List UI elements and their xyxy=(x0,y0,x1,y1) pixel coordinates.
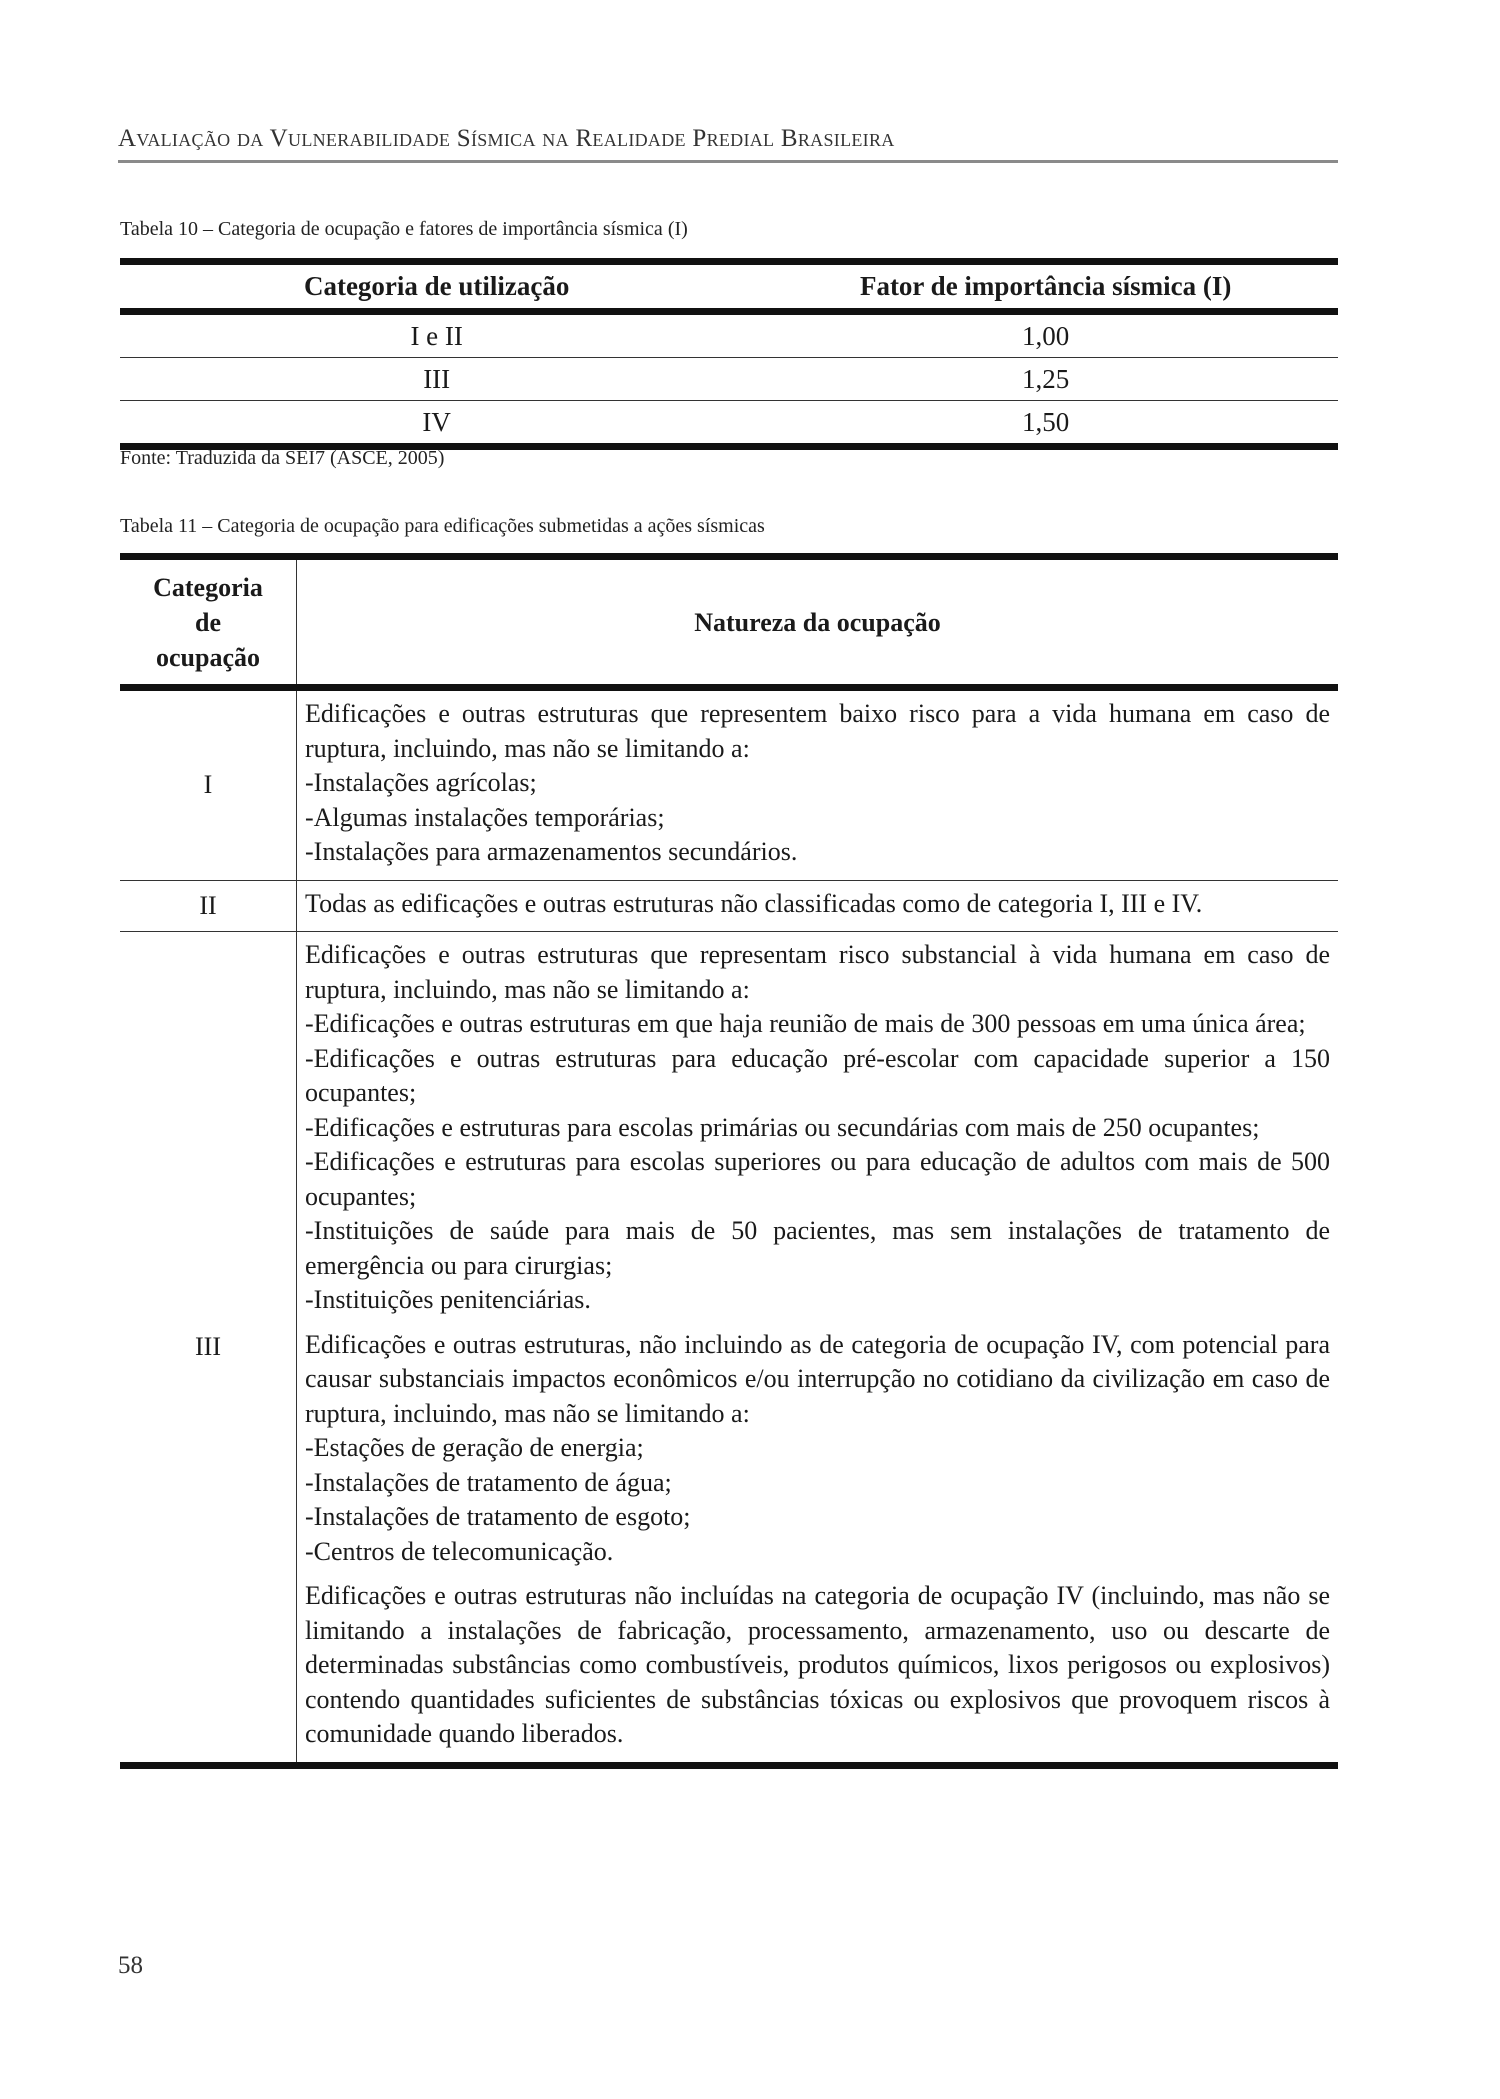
list-item: -Instalações para armazenamentos secundários. xyxy=(305,837,798,866)
list-item: -Edificações e estruturas para escolas superiores ou para educação de adultos com mais de 500 ocupantes; xyxy=(305,1147,1330,1211)
occupation-category: III xyxy=(120,932,297,1766)
occupation-nature xyxy=(297,932,1339,1766)
nature-paragraph xyxy=(305,697,1330,870)
paragraph-intro: Edificações e outras estruturas, não incluindo as de categoria de ocupação IV, com potencial para causar substanciais impactos econômicos e/ou interrupção no cotidiano da civilização em caso de ruptura, incluindo, mas não se limitando a: xyxy=(305,1329,1330,1428)
table10-caption: Tabela 10 – Categoria de ocupação e fatores de importância sísmica (I) xyxy=(120,218,688,240)
list-item: -Instalações agrícolas; xyxy=(305,768,537,797)
table11-header-nature: Natureza da ocupação xyxy=(297,557,1339,688)
header-line: Categoria xyxy=(153,572,263,602)
table10-header-category: Categoria de utilização xyxy=(120,262,753,312)
table10-source: Fonte: Traduzida da SEI7 (ASCE, 2005) xyxy=(120,447,445,469)
table10-cell-factor: 1,50 xyxy=(1022,406,1070,437)
running-head: Avaliação da Vulnerabilidade Sísmica na Realidade Predial Brasileira xyxy=(118,125,895,152)
list-item: -Centros de telecomunicação. xyxy=(305,1536,614,1566)
table-row xyxy=(120,358,1338,401)
table11-header-row xyxy=(120,557,1338,688)
list-item: -Estações de geração de energia; xyxy=(305,1433,644,1462)
paragraph-intro: Edificações e outras estruturas que representem baixo risco para a vida humana em caso de ruptura, incluindo, mas não se limitando a: xyxy=(305,699,1330,763)
list-item: -Instalações de tratamento de água; xyxy=(305,1467,672,1497)
paragraph-intro: Edificações e outras estruturas não incluídas na categoria de ocupação IV (incluindo, mas não se limitando a instalações de fabricação, processamento, armazenamento, uso ou descarte de determinadas substâncias como combustíveis, produtos químicos, lixos perigosos ou explosivos) contendo quantidades suficientes de substâncias tóxicas ou explosivos que provoquem riscos à comunidade quando liberados. xyxy=(305,1581,1330,1748)
table-row xyxy=(120,688,1338,881)
nature-paragraph xyxy=(305,938,1330,1318)
paragraph-intro: Edificações e outras estruturas que representam risco substancial à vida humana em caso de ruptura, incluindo, mas não se limitando a: xyxy=(305,940,1330,1004)
table11-body xyxy=(120,688,1338,1766)
table10-cell-category: III xyxy=(120,358,753,401)
table11-caption: Tabela 11 – Categoria de ocupação para edificações submetidas a ações sísmicas xyxy=(120,515,765,537)
table11-header-category xyxy=(120,557,297,688)
list-item: -Instalações de tratamento de esgoto; xyxy=(305,1502,691,1531)
list-item: -Instituições de saúde para mais de 50 pacientes, mas sem instalações de tratamento de emergência ou para cirurgias; xyxy=(305,1216,1330,1280)
table-row xyxy=(120,880,1338,932)
table10-cell-category: I e II xyxy=(120,312,753,358)
list-item: -Edificações e outras estruturas para educação pré-escolar com capacidade superior a 150 ocupantes; xyxy=(305,1043,1330,1107)
table10-header-row xyxy=(120,262,1338,312)
header-line: ocupação xyxy=(156,642,260,672)
table10-cell-factor: 1,25 xyxy=(753,358,1338,401)
nature-paragraph xyxy=(305,1579,1330,1752)
table10 xyxy=(120,258,1338,450)
table-row xyxy=(120,932,1338,1766)
table11 xyxy=(120,553,1338,1769)
list-item: -Edificações e outras estruturas em que haja reunião de mais de 300 pessoas em uma única área; xyxy=(305,1009,1306,1038)
list-item: -Instituições penitenciárias. xyxy=(305,1285,591,1314)
table-row xyxy=(120,312,1338,358)
occupation-nature xyxy=(297,880,1339,932)
list-item: -Edificações e estruturas para escolas primárias ou secundárias com mais de 250 ocupantes; xyxy=(305,1112,1260,1142)
table10-header-factor: Fator de importância sísmica (I) xyxy=(753,262,1338,312)
paragraph-intro: Todas as edificações e outras estruturas não classificadas como de categoria I, III e IV. xyxy=(305,888,1203,918)
list-item: -Algumas instalações temporárias; xyxy=(305,802,665,832)
header-rule xyxy=(118,160,1338,163)
nature-paragraph xyxy=(305,887,1330,922)
table-row xyxy=(120,401,1338,447)
header-line: de xyxy=(195,607,221,637)
table10-cell-category: IV xyxy=(422,406,451,437)
occupation-nature xyxy=(297,688,1339,881)
page-number: 58 xyxy=(118,1952,143,1979)
table10-cell-factor: 1,00 xyxy=(753,312,1338,358)
occupation-category: II xyxy=(120,880,297,932)
nature-paragraph xyxy=(305,1328,1330,1570)
occupation-category: I xyxy=(120,688,297,881)
